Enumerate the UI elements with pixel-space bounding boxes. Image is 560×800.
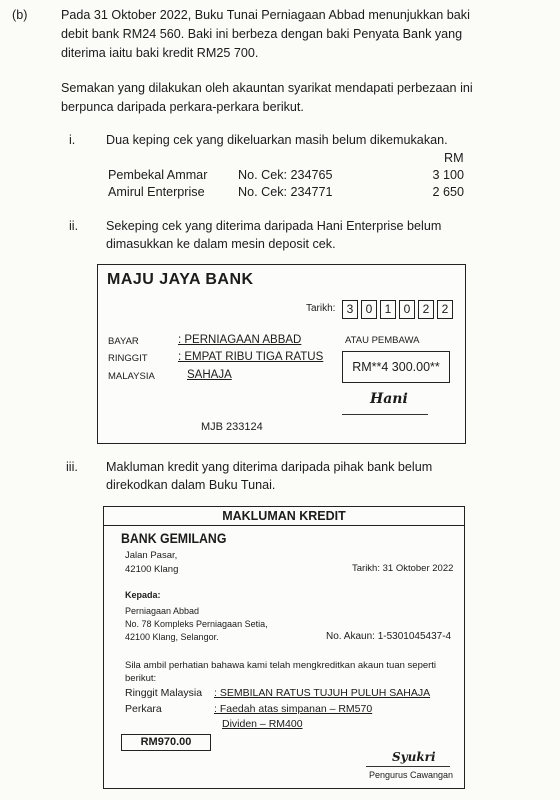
amount-words-2: SAHAJA bbox=[187, 369, 232, 381]
recipient-3: 42100 Klang, Selangor. bbox=[125, 632, 219, 642]
currency-header: RM bbox=[444, 151, 464, 165]
cheque-bank-name: MAJU JAYA BANK bbox=[107, 271, 254, 288]
credit-note-title: MAKLUMAN KREDIT bbox=[222, 509, 346, 523]
notice-line-1: Sila ambil perhatian bahawa kami telah mengkreditkan akaun tuan seperti bbox=[125, 660, 437, 671]
bank-address-2: 42100 Klang bbox=[125, 564, 179, 575]
amount-box bbox=[342, 351, 450, 383]
credit-amount: RM970.00 bbox=[140, 736, 192, 748]
date-digit: 3 bbox=[342, 300, 358, 319]
item-ii-number: ii. bbox=[69, 219, 79, 233]
payee-name: : PERNIAGAAN ABBAD bbox=[178, 334, 302, 346]
malaysia-label: MALAYSIA bbox=[108, 371, 155, 382]
credit-item-2: Dividen – RM400 bbox=[222, 718, 303, 730]
ringgit-malaysia-label: Ringgit Malaysia bbox=[125, 687, 203, 699]
intro-line-1: Pada 31 Oktober 2022, Buku Tunai Perniagaan Abbad menunjukkan baki bbox=[61, 8, 470, 22]
ringgit-label: RINGGIT bbox=[108, 353, 148, 364]
signature-line bbox=[342, 414, 428, 415]
pay-label: BAYAR bbox=[108, 336, 139, 347]
date-digit: 2 bbox=[437, 300, 453, 319]
cheque-signature: Hani bbox=[370, 391, 408, 407]
bank-address-1: Jalan Pasar, bbox=[125, 550, 178, 561]
intro-line-4: Semakan yang dilakukan oleh akauntan syarikat mendapati perbezaan ini bbox=[61, 81, 473, 95]
date-digit: 2 bbox=[418, 300, 434, 319]
credit-note bbox=[103, 506, 465, 789]
credit-item-1: : Faedah atas simpanan – RM570 bbox=[214, 703, 373, 715]
credit-signature: Syukri bbox=[392, 750, 436, 764]
credit-amount-box bbox=[121, 734, 211, 751]
amount-2: 2 650 bbox=[432, 185, 464, 199]
item-iii-line-2: direkodkan dalam Buku Tunai. bbox=[106, 478, 276, 492]
intro-line-3: diterima iaitu baki kredit RM25 700. bbox=[61, 46, 259, 60]
title-rule bbox=[104, 525, 464, 526]
cheque-number: MJB 233124 bbox=[201, 421, 263, 433]
item-ii-line-2: dimasukkan ke dalam mesin deposit cek. bbox=[106, 237, 336, 251]
date-digit: 0 bbox=[361, 300, 377, 319]
item-i-number: i. bbox=[69, 133, 76, 147]
cheque-date-boxes bbox=[342, 300, 456, 319]
cheque-amount: RM**4 300.00** bbox=[352, 360, 440, 374]
item-iii-number: iii. bbox=[66, 460, 78, 474]
intro-line-5: berpunca daripada perkara-perkara berikut. bbox=[61, 100, 304, 114]
signer-line bbox=[366, 766, 450, 767]
to-label: Kepada: bbox=[125, 590, 161, 600]
cheque-no-2: No. Cek: 234771 bbox=[238, 185, 333, 199]
cheque bbox=[97, 264, 466, 444]
payee-1: Pembekal Ammar bbox=[108, 168, 208, 182]
credit-bank-name: BANK GEMILANG bbox=[121, 530, 227, 546]
part-label: (b) bbox=[12, 8, 28, 22]
signer-title: Pengurus Cawangan bbox=[369, 770, 454, 780]
perkara-label: Perkara bbox=[125, 703, 162, 715]
date-digit: 0 bbox=[399, 300, 415, 319]
recipient-2: No. 78 Kompleks Perniagaan Setia, bbox=[125, 619, 268, 629]
amount-1: 3 100 bbox=[432, 168, 464, 182]
notice-line-2: berikut: bbox=[125, 673, 157, 684]
payee-2: Amirul Enterprise bbox=[108, 185, 205, 199]
cheque-no-1: No. Cek: 234765 bbox=[238, 168, 333, 182]
item-ii-line-1: Sekeping cek yang diterima daripada Hani Enterprise belum bbox=[106, 219, 442, 233]
or-bearer: ATAU PEMBAWA bbox=[345, 335, 420, 346]
cheque-date-label: Tarikh: bbox=[306, 303, 336, 314]
item-i-text: Dua keping cek yang dikeluarkan masih belum dikemukakan. bbox=[106, 133, 448, 147]
account-number: No. Akaun: 1-5301045437-4 bbox=[326, 631, 452, 642]
credit-date: Tarikh: 31 Oktober 2022 bbox=[352, 563, 454, 574]
recipient-1: Perniagaan Abbad bbox=[125, 606, 200, 616]
credit-amount-words: : SEMBILAN RATUS TUJUH PULUH SAHAJA bbox=[214, 687, 431, 699]
intro-line-2: debit bank RM24 560. Baki ini berbeza dengan baki Penyata Bank yang bbox=[61, 27, 463, 41]
date-digit: 1 bbox=[380, 300, 396, 319]
amount-words-1: : EMPAT RIBU TIGA RATUS bbox=[178, 351, 324, 363]
item-iii-line-1: Makluman kredit yang diterima daripada pihak bank belum bbox=[106, 460, 433, 474]
